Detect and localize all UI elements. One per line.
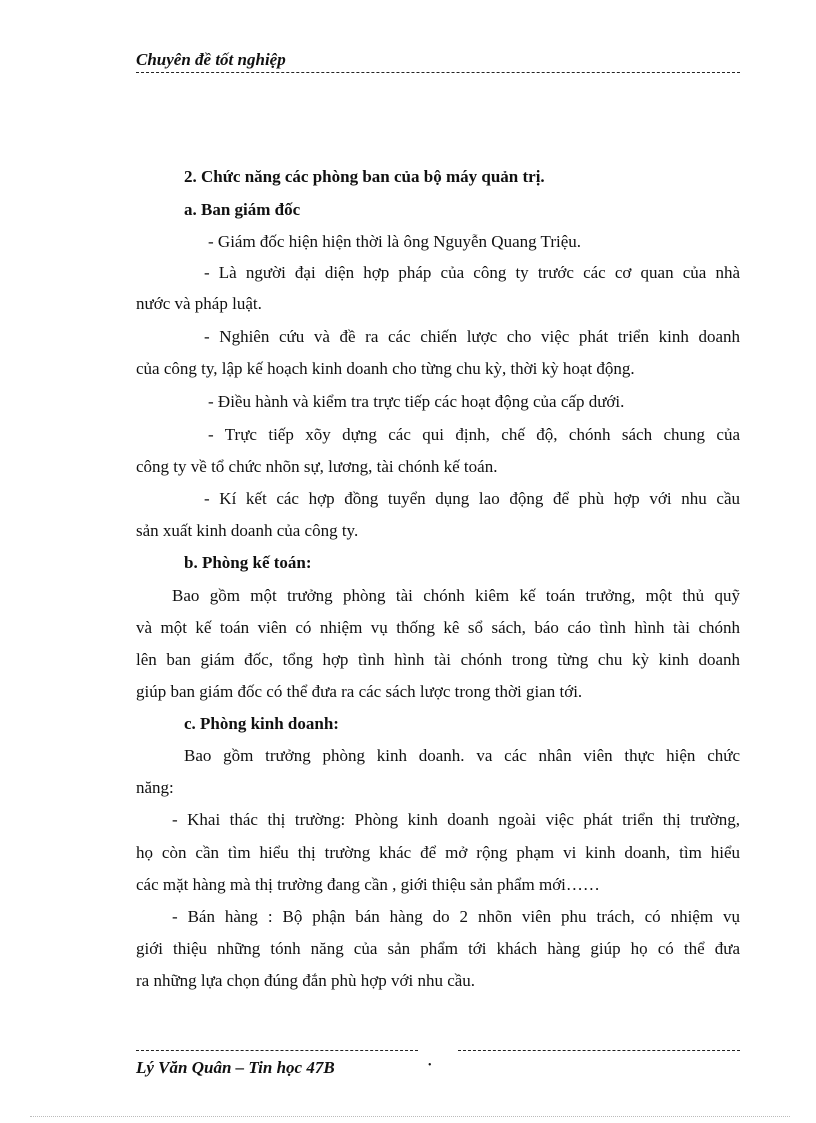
- footer-rule: [458, 1050, 740, 1051]
- paragraph-line: - Nghiên cứu và đề ra các chiến lược cho việc phát triển kinh doanh: [204, 327, 740, 346]
- paragraph-line: Bao gồm một trưởng phòng tài chónh kiêm kế toán trưởng, một thủ quỹ: [172, 586, 740, 605]
- paragraph-line: sản xuất kinh doanh của công ty.: [136, 521, 359, 540]
- paragraph-line: của công ty, lập kế hoạch kinh doanh cho từng chu kỳ, thời kỳ hoạt động.: [136, 359, 635, 378]
- section-heading: 2. Chức năng các phòng ban của bộ máy quản trị.: [184, 167, 545, 186]
- paragraph-line: - Là người đại diện hợp pháp của công ty trước các cơ quan của nhà: [204, 263, 740, 282]
- paragraph-line: nước và pháp luật.: [136, 294, 262, 313]
- footer-mark: •: [428, 1060, 432, 1071]
- page-header: [136, 50, 740, 73]
- paragraph-line: - Điều hành và kiểm tra trực tiếp các hoạt động của cấp dưới.: [208, 392, 625, 411]
- paragraph-line: - Khai thác thị trường: Phòng kinh doanh ngoài việc phát triển thị trường,: [172, 810, 740, 829]
- page-bottom-border: [30, 1116, 790, 1117]
- subsection-a-title: a. Ban giám đốc: [184, 200, 301, 219]
- paragraph-line: và một kế toán viên có nhiệm vụ thống kê sổ sách, báo cáo tình hình tài chónh: [136, 618, 740, 637]
- footer-rule: [136, 1050, 418, 1051]
- paragraph-line: năng:: [136, 778, 174, 797]
- header-title: Chuyên đề tốt nghiệp: [136, 50, 286, 69]
- paragraph-line: ra những lựa chọn đúng đắn phù hợp với nhu cầu.: [136, 971, 476, 990]
- paragraph-line: giúp ban giám đốc có thể đưa ra các sách lược trong thời gian tới.: [136, 682, 583, 701]
- paragraph-line: Bao gồm trưởng phòng kinh doanh. va các nhân viên thực hiện chức: [184, 746, 740, 765]
- subsection-c-title: c. Phòng kinh doanh:: [184, 714, 339, 733]
- paragraph-line: - Bán hàng : Bộ phận bán hàng do 2 nhõn viên phu trách, có nhiệm vụ: [172, 907, 740, 926]
- paragraph-line: lên ban giám đốc, tổng hợp tình hình tài chónh trong từng chu kỳ kinh doanh: [136, 650, 740, 669]
- paragraph-line: - Kí kết các hợp đồng tuyển dụng lao động để phù hợp với nhu cầu: [204, 489, 740, 508]
- footer-author: Lý Văn Quân – Tin học 47B: [136, 1058, 335, 1077]
- paragraph-line: họ còn cần tìm hiểu thị trường khác để mở rộng phạm vi kinh doanh, tìm hiểu: [136, 843, 740, 862]
- paragraph-line: công ty về tổ chức nhõn sự, lương, tài chónh kế toán.: [136, 457, 498, 476]
- paragraph-line: - Trực tiếp xõy dựng các qui định, chế độ, chónh sách chung của: [208, 425, 740, 444]
- paragraph-line: các mặt hàng mà thị trường đang cần , giới thiệu sản phẩm mới……: [136, 875, 600, 894]
- subsection-b-title: b. Phòng kế toán:: [184, 553, 312, 572]
- paragraph-line: giới thiệu những tónh năng của sản phẩm tới khách hàng giúp họ có thể đưa: [136, 939, 740, 958]
- paragraph-line: - Giám đốc hiện hiện thời là ông Nguyễn Quang Triệu.: [208, 232, 582, 251]
